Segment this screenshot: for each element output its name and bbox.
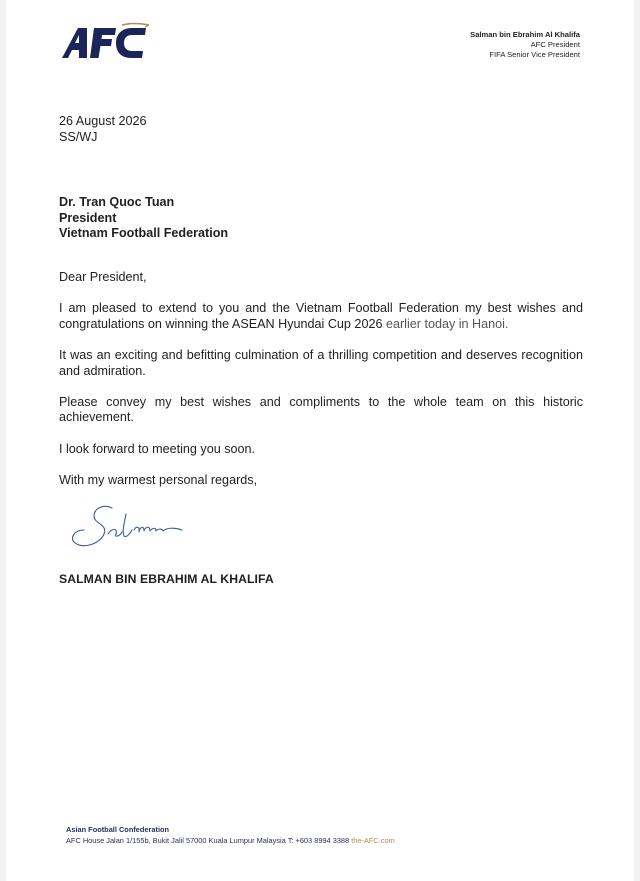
handwritten-signature [64, 500, 194, 560]
addressee-title: President [59, 210, 117, 225]
paragraph-congratulations-tail: earlier today in Hanoi. [382, 316, 509, 331]
paragraph-recognition: It was an exciting and befitting culmination of a thrilling competition and deserves recognition and admiration. [59, 347, 583, 378]
letter-body [59, 270, 583, 488]
sender-title-afc: AFC President [530, 40, 580, 50]
paragraph-compliments: Please convey my best wishes and compliments to the whole team on this historic achievement. [59, 394, 583, 425]
paragraph-meeting: I look forward to meeting you soon. [59, 441, 256, 456]
letter-meta [59, 113, 147, 145]
addressee-name: Dr. Tran Quoc Tuan [59, 195, 175, 209]
sender-name: Salman bin Ebrahim Al Khalifa [470, 30, 580, 39]
sender-block [470, 30, 580, 61]
footer-contact [66, 835, 395, 846]
signatory-name: SALMAN BIN EBRAHIM AL KHALIFA [59, 572, 274, 586]
letter-footer [66, 824, 395, 846]
addressee-organization: Vietnam Football Federation [59, 226, 229, 241]
addressee-block [59, 195, 228, 242]
letter-reference: SS/WJ [59, 130, 98, 144]
afc-logo [60, 22, 152, 62]
paragraph-congratulations-main: I am pleased to extend to you and the Vietnam Football Federation my best wishes and congratulations on winning the ASEAN Hyundai Cup 2026 [59, 301, 583, 331]
footer-organization: Asian Football Confederation [66, 825, 170, 834]
sender-title-fifa: FIFA Senior Vice President [489, 50, 580, 60]
letter-page [6, 0, 634, 881]
footer-website-link[interactable]: the-AFC.com [351, 836, 395, 845]
paragraph-congratulations [59, 301, 583, 332]
salutation: Dear President, [59, 270, 147, 284]
closing-line: With my warmest personal regards, [59, 472, 258, 487]
letter-date: 26 August 2026 [59, 114, 147, 128]
footer-address: AFC House Jalan 1/155b, Bukit Jalil 57000 Kuala Lumpur Malaysia T: +603 8994 3388 [66, 836, 350, 845]
